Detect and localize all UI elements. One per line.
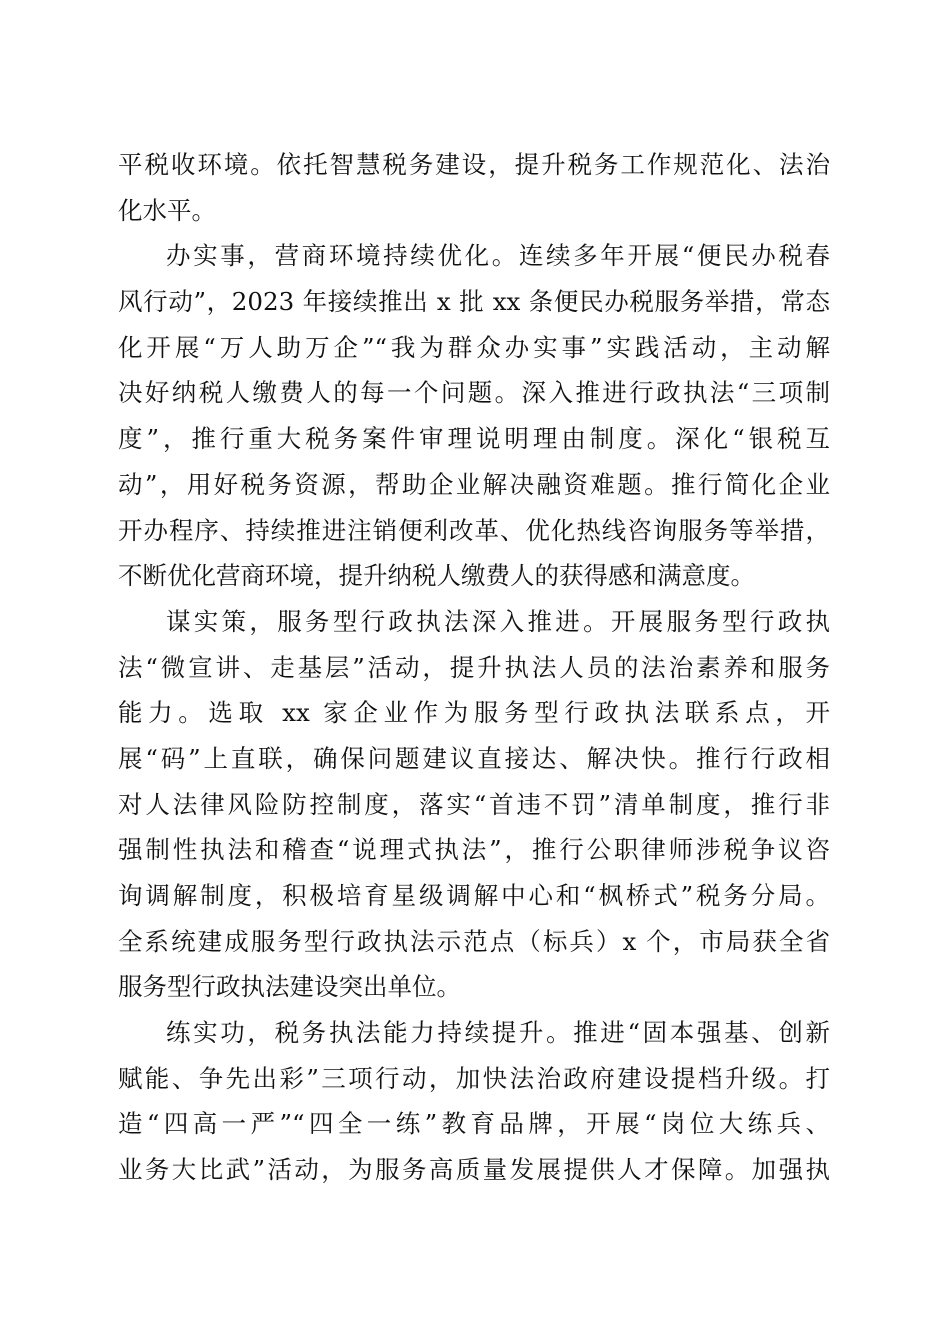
text-line: 全系统建成服务型行政执法示范点（标兵）x 个，市局获全省 [118, 926, 830, 956]
text-line: 练实功，税务执法能力持续提升。推进“固本强基、创新 [166, 1018, 830, 1048]
text-line: 赋能、争先出彩”三项行动，加快法治政府建设提档升级。打 [118, 1063, 830, 1093]
text-line: 平税收环境。依托智慧税务建设，提升税务工作规范化、法治 [118, 150, 830, 179]
text-line: 造“四高一严”“四全一练”教育品牌，开展“岗位大练兵、 [118, 1109, 830, 1139]
text-line: 动”，用好税务资源，帮助企业解决融资难题。推行简化企业 [118, 469, 830, 499]
body-text [118, 142, 830, 1193]
text-line: 法“微宣讲、走基层”活动，提升执法人员的法治素养和服务 [118, 652, 830, 682]
text-line: 谋实策，服务型行政执法深入推进。开展服务型行政执 [166, 606, 830, 636]
paragraph-enforcement-capacity [118, 1010, 830, 1193]
text-line: 能力。选取 xx 家企业作为服务型行政执法联系点，开 [118, 698, 830, 728]
text-line: 决好纳税人缴费人的每一个问题。深入推进行政执法“三项制 [118, 378, 830, 408]
text-line: 化开展“万人助万企”“我为群众办实事”实践活动，主动解 [118, 332, 830, 362]
text-line: 询调解制度，积极培育星级调解中心和“枫桥式”税务分局。 [118, 881, 830, 910]
paragraph-tax-environment [118, 142, 830, 233]
text-line: 对人法律风险防控制度，落实“首违不罚”清单制度，推行非 [118, 789, 830, 819]
text-line: 开办程序、持续推进注销便利改革、优化热线咨询服务等举措， [118, 515, 830, 545]
text-line: 业务大比武”活动，为服务高质量发展提供人才保障。加强执 [118, 1155, 830, 1185]
paragraph-service-enforcement [118, 599, 830, 1010]
text-line: 度”，推行重大税务案件审理说明理由制度。深化“银税互 [118, 424, 830, 454]
text-line: 服务型行政执法建设突出单位。 [118, 972, 461, 1002]
text-line: 不断优化营商环境，提升纳税人缴费人的获得感和满意度。 [118, 561, 755, 591]
text-line: 化水平。 [118, 195, 216, 225]
text-line: 办实事，营商环境持续优化。连续多年开展“便民办税春 [166, 241, 830, 271]
text-line: 强制性执法和稽查“说理式执法”，推行公职律师涉税争议咨 [118, 835, 830, 865]
text-line: 展“码”上直联，确保问题建议直接达、解决快。推行行政相 [118, 743, 830, 773]
paragraph-business-environment [118, 233, 830, 599]
text-line: 风行动”，2023 年接续推出 x 批 xx 条便民办税服务举措，常态 [118, 287, 830, 317]
